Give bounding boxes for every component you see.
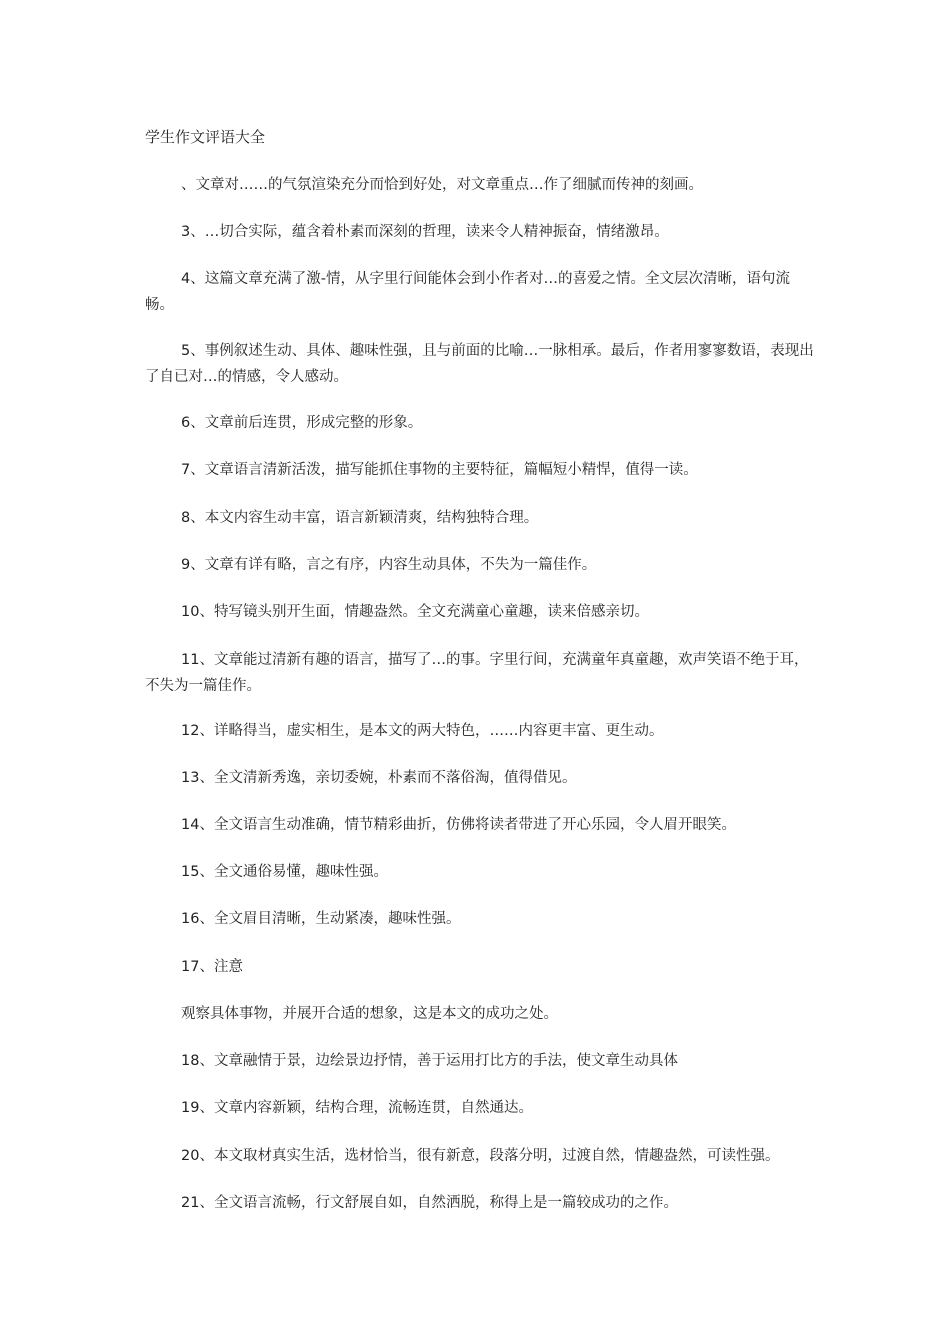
paragraph-12: 12、详略得当，虚实相生，是本文的两大特色，……内容更丰富、更生动。 xyxy=(181,723,664,739)
paragraph-17: 17、注意 xyxy=(181,959,243,975)
paragraph-6: 6、文章前后连贯，形成完整的形象。 xyxy=(181,415,423,431)
paragraph-18: 18、文章融情于景，边绘景边抒情，善于运用打比方的手法，使文章生动具体 xyxy=(181,1053,678,1069)
paragraph-13: 13、全文清新秀逸，亲切委婉，朴素而不落俗淘，值得借见。 xyxy=(181,770,577,786)
paragraph-10: 10、特写镜头别开生面，情趣盎然。全文充满童心童趣，读来倍感亲切。 xyxy=(181,604,649,620)
paragraph-15: 15、全文通俗易懂，趣味性强。 xyxy=(181,864,388,880)
paragraph-5: 5、事例叙述生动、具体、趣味性强，且与前面的比喻…一脉相承。最后，作者用寥寥数语，表现出了自已对…的情感，令人感动。 xyxy=(145,343,814,385)
paragraph-17-continued: 观察具体事物，并展开合适的想象，这是本文的成功之处。 xyxy=(181,1006,558,1022)
paragraph-3: 3、…切合实际，蕴含着朴素而深刻的哲理，读来令人精神振奋，情绪激昂。 xyxy=(181,224,669,240)
document-title: 学生作文评语大全 xyxy=(145,128,266,146)
paragraph-4: 4、这篇文章充满了激-情，从字里行间能体会到小作者对…的喜爱之情。全文层次清晰，语句流畅。 xyxy=(145,271,790,313)
paragraph-7: 7、文章语言清新活泼，描写能抓住事物的主要特征，篇幅短小精悍，值得一读。 xyxy=(181,462,698,478)
paragraph-20: 20、本文取材真实生活，选材恰当，很有新意，段落分明，过渡自然，情趣盎然，可读性强。 xyxy=(181,1148,780,1164)
paragraph-14: 14、全文语言生动准确，情节精彩曲折，仿佛将读者带进了开心乐园，令人眉开眼笑。 xyxy=(181,817,736,833)
paragraph-11: 11、文章能过清新有趣的语言，描写了…的事。字里行间，充满童年真童趣，欢声笑语不绝于耳，不失为一篇佳作。 xyxy=(145,652,809,694)
paragraph-16: 16、全文眉目清晰，生动紧凑，趣味性强。 xyxy=(181,911,461,927)
paragraph-9: 9、文章有详有略，言之有序，内容生动具体，不失为一篇佳作。 xyxy=(181,557,597,573)
paragraph-19: 19、文章内容新颖，结构合理，流畅连贯，自然通达。 xyxy=(181,1100,533,1116)
paragraph-21: 21、全文语言流畅，行文舒展自如，自然洒脱，称得上是一篇较成功的之作。 xyxy=(181,1195,678,1211)
paragraph-1: 、文章对……的气氛渲染充分而恰到好处，对文章重点…作了细腻而传神的刻画。 xyxy=(181,177,703,193)
paragraph-8: 8、本文内容生动丰富，语言新颖清爽，结构独特合理。 xyxy=(181,510,539,526)
